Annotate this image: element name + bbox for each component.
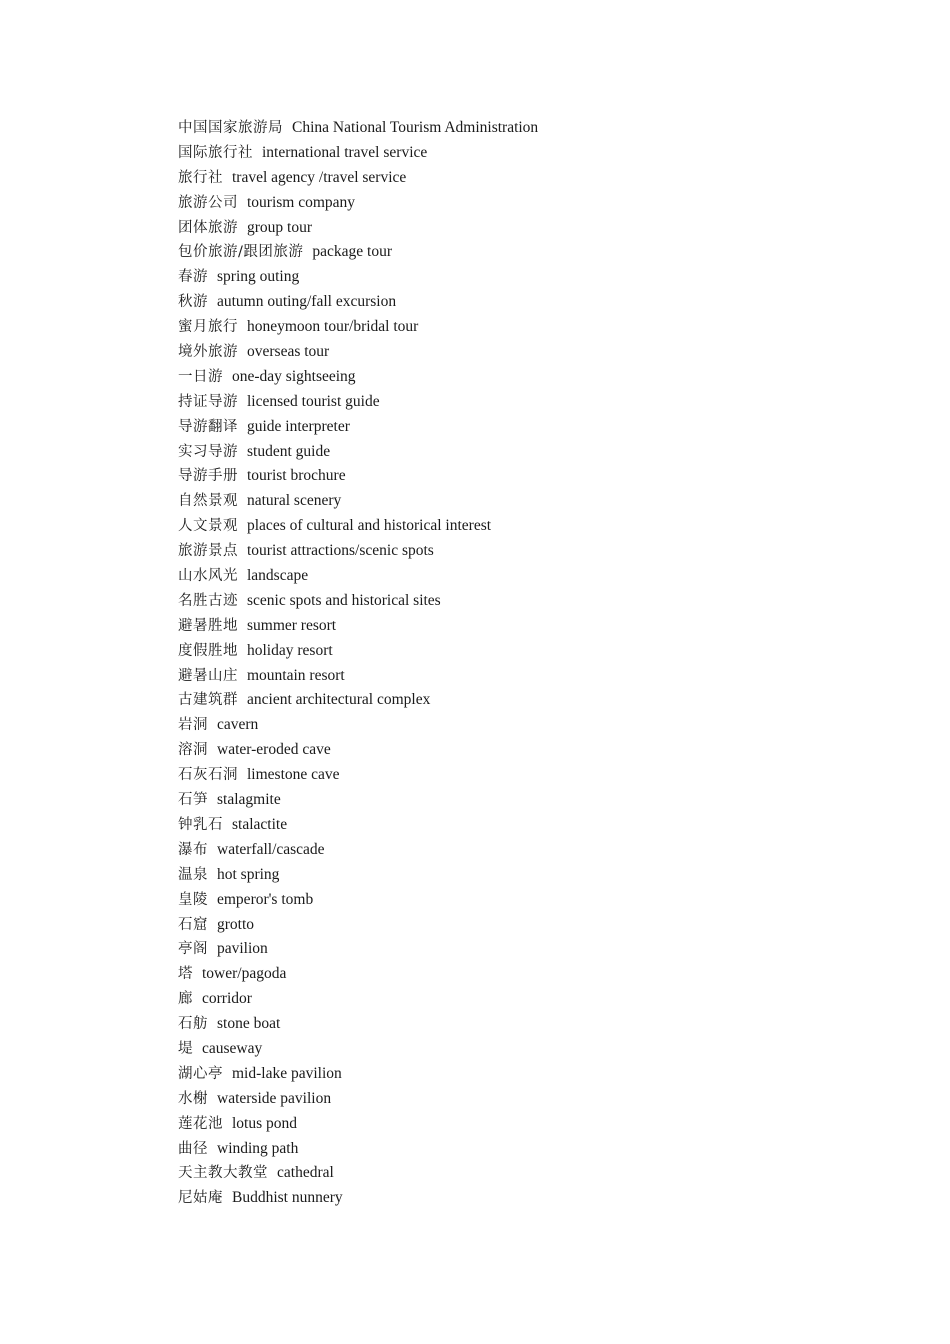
english-term: cavern — [217, 716, 259, 734]
glossary-entry — [178, 216, 878, 241]
glossary-entry — [178, 166, 878, 191]
english-term: holiday resort — [247, 641, 333, 659]
chinese-term: 蜜月旅行 — [178, 319, 238, 336]
glossary-entry — [178, 1087, 878, 1112]
glossary-entry — [178, 564, 878, 589]
glossary-entry — [178, 987, 878, 1012]
glossary-entry — [178, 340, 878, 365]
chinese-term: 天主教大教堂 — [178, 1165, 268, 1182]
chinese-term: 钟乳石 — [178, 816, 223, 833]
chinese-term: 堤 — [178, 1040, 193, 1057]
glossary-entry — [178, 688, 878, 713]
english-term: hot spring — [217, 865, 280, 883]
glossary-entry — [178, 738, 878, 763]
english-term: stalagmite — [217, 791, 281, 809]
chinese-term: 国际旅行社 — [178, 144, 253, 161]
english-term: guide interpreter — [247, 417, 350, 435]
glossary-entry — [178, 315, 878, 340]
glossary-entry — [178, 962, 878, 987]
chinese-term: 避暑山庄 — [178, 667, 238, 684]
chinese-term: 名胜古迹 — [178, 592, 238, 609]
english-term: tower/pagoda — [202, 965, 287, 983]
chinese-term: 石窟 — [178, 916, 208, 933]
glossary-entry — [178, 1012, 878, 1037]
chinese-term: 石灰石洞 — [178, 767, 238, 784]
glossary-entry — [178, 639, 878, 664]
chinese-term: 秋游 — [178, 294, 208, 311]
english-term: ancient architectural complex — [247, 691, 431, 709]
chinese-term: 皇陵 — [178, 891, 208, 908]
glossary-entry — [178, 813, 878, 838]
english-term: honeymoon tour/bridal tour — [247, 318, 419, 336]
glossary-entry — [178, 763, 878, 788]
glossary-entry — [178, 614, 878, 639]
english-term: waterfall/cascade — [217, 840, 325, 858]
chinese-term: 中国国家旅游局 — [178, 120, 283, 136]
chinese-term: 团体旅游 — [178, 219, 238, 236]
english-term: Buddhist nunnery — [232, 1189, 343, 1207]
english-term: emperor's tomb — [217, 890, 314, 908]
glossary-entry — [178, 589, 878, 614]
chinese-term: 导游手册 — [178, 468, 238, 485]
glossary-entry — [178, 888, 878, 913]
chinese-term: 石笋 — [178, 792, 208, 809]
glossary-entry — [178, 1037, 878, 1062]
chinese-term: 莲花池 — [178, 1115, 223, 1132]
english-term: mountain resort — [247, 666, 345, 684]
glossary-entry — [178, 440, 878, 465]
english-term: stone boat — [217, 1015, 281, 1033]
chinese-term: 塔 — [178, 966, 193, 983]
english-term: corridor — [202, 990, 252, 1008]
glossary-entry — [178, 863, 878, 888]
glossary-page — [178, 116, 878, 1211]
english-term: natural scenery — [247, 492, 342, 510]
chinese-term: 持证导游 — [178, 393, 238, 410]
english-term: student guide — [247, 442, 331, 460]
chinese-term: 瀑布 — [178, 841, 208, 858]
glossary-entry — [178, 1137, 878, 1162]
chinese-term: 旅游景点 — [178, 543, 238, 560]
english-term: travel agency /travel service — [232, 168, 407, 186]
chinese-term: 亭阁 — [178, 941, 208, 958]
glossary-entry — [178, 265, 878, 290]
chinese-term: 溶洞 — [178, 742, 208, 759]
english-term: water-eroded cave — [217, 741, 331, 759]
chinese-term: 境外旅游 — [178, 344, 238, 361]
chinese-term: 温泉 — [178, 866, 208, 883]
english-term: tourist attractions/scenic spots — [247, 542, 434, 560]
glossary-entry — [178, 464, 878, 489]
chinese-term: 避暑胜地 — [178, 617, 238, 634]
chinese-term: 人文景观 — [178, 518, 238, 535]
chinese-term: 石舫 — [178, 1016, 208, 1033]
chinese-term: 湖心亭 — [178, 1065, 223, 1082]
chinese-term: 山水风光 — [178, 568, 238, 585]
glossary-entry — [178, 1161, 878, 1186]
chinese-term: 旅游公司 — [178, 194, 238, 211]
english-term: one-day sightseeing — [232, 367, 356, 385]
english-term: landscape — [247, 567, 309, 585]
english-term: tourism company — [247, 193, 356, 211]
glossary-entry — [178, 489, 878, 514]
glossary-entry — [178, 191, 878, 216]
glossary-entry — [178, 514, 878, 539]
english-term: group tour — [247, 218, 313, 236]
english-term: grotto — [217, 915, 255, 933]
english-term: China National Tourism Administration — [292, 119, 539, 136]
english-term: scenic spots and historical sites — [247, 591, 441, 609]
glossary-entry — [178, 1112, 878, 1137]
chinese-term: 曲径 — [178, 1140, 208, 1157]
glossary-entry — [178, 415, 878, 440]
english-term: package tour — [312, 243, 393, 261]
chinese-term: 一日游 — [178, 368, 223, 385]
chinese-term: 岩洞 — [178, 717, 208, 734]
english-term: waterside pavilion — [217, 1089, 332, 1107]
glossary-entry — [178, 788, 878, 813]
english-term: licensed tourist guide — [247, 392, 380, 410]
glossary-entry — [178, 141, 878, 166]
glossary-entry — [178, 913, 878, 938]
english-term: stalactite — [232, 815, 288, 833]
glossary-entry — [178, 116, 878, 141]
glossary-entry — [178, 664, 878, 689]
chinese-term: 春游 — [178, 269, 208, 286]
glossary-entry — [178, 1062, 878, 1087]
chinese-term: 包价旅游/跟团旅游 — [178, 244, 304, 261]
glossary-entry — [178, 1186, 878, 1211]
glossary-entry — [178, 390, 878, 415]
chinese-term: 尼姑庵 — [178, 1190, 223, 1207]
english-term: places of cultural and historical interest — [247, 517, 492, 535]
english-term: summer resort — [247, 616, 337, 634]
chinese-term: 自然景观 — [178, 493, 238, 510]
english-term: cathedral — [277, 1164, 334, 1182]
english-term: limestone cave — [247, 766, 340, 784]
chinese-term: 古建筑群 — [178, 692, 238, 709]
glossary-entry — [178, 713, 878, 738]
english-term: autumn outing/fall excursion — [217, 293, 397, 311]
chinese-term: 旅行社 — [178, 169, 223, 186]
chinese-term: 实习导游 — [178, 443, 238, 460]
english-term: tourist brochure — [247, 467, 346, 485]
english-term: spring outing — [217, 268, 300, 286]
chinese-term: 导游翻译 — [178, 418, 238, 435]
glossary-entry — [178, 240, 878, 265]
chinese-term: 水榭 — [178, 1090, 208, 1107]
english-term: overseas tour — [247, 343, 330, 361]
chinese-term: 度假胜地 — [178, 642, 238, 659]
glossary-entry — [178, 539, 878, 564]
chinese-term: 廊 — [178, 991, 193, 1008]
glossary-entry — [178, 838, 878, 863]
english-term: international travel service — [262, 143, 428, 161]
glossary-entry — [178, 290, 878, 315]
english-term: pavilion — [217, 940, 268, 958]
english-term: causeway — [202, 1039, 263, 1057]
glossary-entry — [178, 937, 878, 962]
english-term: lotus pond — [232, 1114, 298, 1132]
glossary-entry — [178, 365, 878, 390]
english-term: mid-lake pavilion — [232, 1064, 342, 1082]
english-term: winding path — [217, 1139, 299, 1157]
